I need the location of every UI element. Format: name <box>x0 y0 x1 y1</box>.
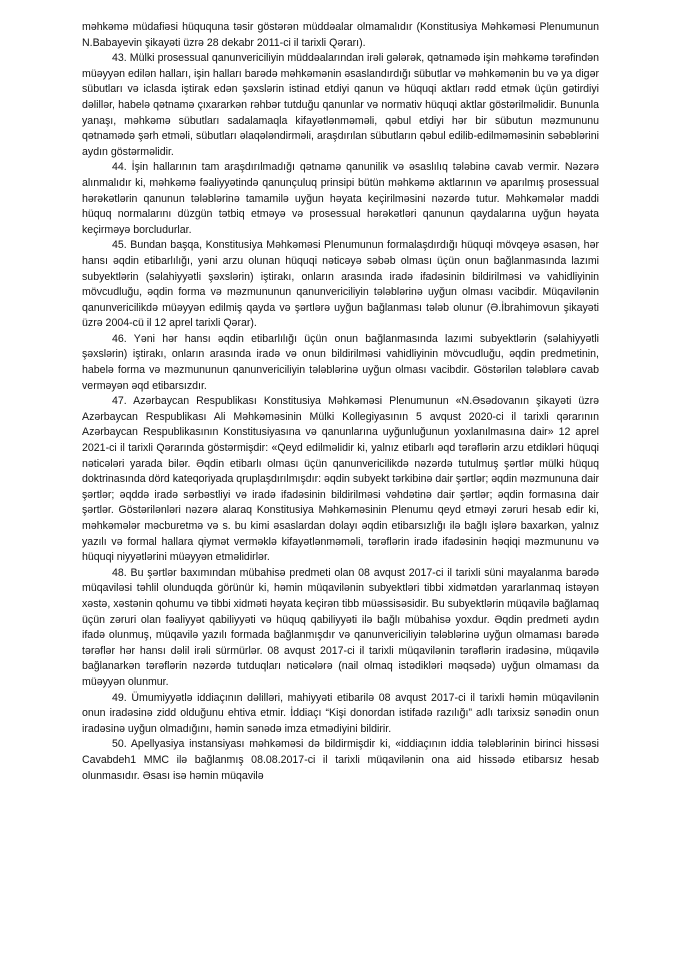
paragraph-49: 49. Ümumiyyətlə iddiaçının dəlilləri, mahiyyəti etibarilə 08 avqust 2017-ci il tarixli həmin müqavilənin onun iradəsinə zidd olduğunu ehtiva etmir. İddiaçı “Kişi donordan istifadə razılığı” adlı tarixsiz sənədin onun iradəsinə uyğun olmadığını, həmin sənədə imza etmədiyini bildirir. <box>82 691 599 735</box>
document-page <box>82 20 599 784</box>
paragraph-continuation: məhkəmə müdafiəsi hüququna təsir göstərən müddəalar olmamalıdır (Konstitusiya Məhkəməsi Plenumunun N.Babayevin şikayəti üzrə 28 dekabr 2011-ci il tarixli Qərarı). <box>82 21 599 49</box>
paragraph-43: 43. Mülki prosessual qanunvericiliyin müddəalarından irəli gələrək, qətnamədə işin məhkəmə tərəfindən müəyyən edilən halları, işin halları barədə məhkəmənin əsaslandırdığı sübutlar və məhkəmənin bu və ya digər sübutları və iclasda iştirak edən şəxslərin istinad etdiyi qanun və hüquqi aktları rədd etmək üçün gətirdiyi dəlillər, habelə qətnamə çıxararkən rəhbər tutduğu qanunlar və normativ hüquqi aktlar göstərilməlidir. Bununla yanaşı, məhkəmə sübutları sadalamaqla kifayətlənməməli, qəbul etdiyi hər bir sübutun məzmununu qətnamədə şərh etməli, sübutları əlaqələndirməli, araşdırılan sübutların qəbul edilib-edilməməsinin səbəblərini aydın göstərməlidir. <box>82 52 599 158</box>
paragraph-48: 48. Bu şərtlər baxımından mübahisə predmeti olan 08 avqust 2017-ci il tarixli süni mayalanma barədə müqaviləsi təhlil olunduqda görünür ki, həmin müqavilənin subyektləri tibbi xidmətdən yararlanmaq istəyən xəstə, xəstənin qohumu və tibbi xidməti həyata keçirən tibb müəssisəsidir. Bu subyektlərin müqavilə bağlamaq üçün zəruri olan fəaliyyət qabiliyyəti və hüquq qabiliyyəti ilə bağlı mübahisə yoxdur. Əqdin predmeti aydın ifadə olunmuş, müqavilə yazılı formada bağlanmışdır və qanunvericiliyin tələblərinə uyğun olmaması barədə tərəflər hər hansı dəlil irəli sürmürlər. 08 avqust 2017-ci il tarixli müqavilənin tərəflərin iradəsinə, müqavilə bağlanarkən tərəflərin nəzərdə tutduqları nəticələrə (nail olmaq istədikləri məqsədə) uyğun olmaması da müəyyən olunmur. <box>82 566 599 688</box>
paragraph-47: 47. Azərbaycan Respublikası Konstitusiya Məhkəməsi Plenumunun «N.Əsədovanın şikayəti üzrə Azərbaycan Respublikası Ali Məhkəməsinin Mülki Kollegiyasının 5 avqust 2020-ci il tarixli qərarının Azərbaycan Respublikasının Konstitusiyasına və qanunlarına uyğunluğunun yoxlanılmasına dair» 12 aprel 2021-ci il tarixli Qərarında göstərmişdir: «Qeyd edilməlidir ki, yalnız etibarlı əqd tərəflərin arzu etdikləri hüquqi nəticələri yarada bilər. Əqdin etibarlı olması üçün qanunvericilikdə nəzərdə tutulmuş şərtlər mülki hüquq doktrinasında dörd kateqoriyada qruplaşdırılmışdır: əqdin subyekt tərkibinə dair şərtlər; əqdin məzmununa dair şərtlər; əqddə iradə sərbəstliyi və iradə ifadəsinin bildirilməsi vəhdətinə dair şərtlər; əqdin formasına dair şərtlər. Göstərilənləri nəzərə alaraq Konstitusiya Məhkəməsinin Plenumu qeyd etməyi zəruri hesab edir ki, məhkəmələr məcburetmə və s. bu kimi əsaslardan dolayı əqdin etibarsızlığı ilə bağlı işlərə baxarkən, yalnız yazılı və formal hallara qiymət verməklə kifayətlənməməli, tərəflərin iradə ifadəsinin həqiqi məzmununu və hüquqi niyyətlərini müəyyən etməlidirlər. <box>82 395 600 564</box>
paragraph-46: 46. Yəni hər hansı əqdin etibarlılığı üçün onun bağlanmasında lazımi subyektlərin (səlahiyyətli şəxslərin) iştirakı, onların arasında iradə və onun bildirilməsi vahidliyinin mövcudluğu, əqdin predmetinin, habelə forma və məzmununun qanunvericiliyin tələblərinə uyğun olması vacibdir. Göstərilən tələblərə cavab verməyən əqd etibarsızdır. <box>82 332 599 392</box>
paragraph-45: 45. Bundan başqa, Konstitusiya Məhkəməsi Plenumunun formalaşdırdığı hüquqi mövqeyə əsasən, hər hansı əqdin etibarlılığı, yəni arzu olunan hüquqi nəticəyə səbəb olması üçün onun bağlanmasında lazımi subyektlərin (səlahiyyətli şəxslərin) iştirakı, onların arasında iradə ifadəsinin bildirilməsi və vahidliyinin mövcudluğu, əqdin forma və məzmununun qanunvericiliyin tələblərinə uyğun olması vacibdir. Müqavilənin qanunvericilikdə müəyyən edilmiş qayda və şərtlərə uyğun bağlanması tələb olunur (Ə.İbrahimovun şikayəti üzrə 2004-cü il 12 aprel tarixli Qərar). <box>82 239 599 330</box>
paragraph-50: 50. Apellyasiya instansiyası məhkəməsi də bildirmişdir ki, «iddiaçının iddia tələblərinin birinci hissəsi Cavabdeh1 MMC ilə bağlanmış 08.08.2017-ci il tarixli müqavilənin ona aid hissədə etibarsız hesab olunmasıdır. Əsası isə həmin müqavilə <box>82 738 599 782</box>
paragraph-44: 44. İşin hallarının tam araşdırılmadığı qətnamə qanunilik və əsaslılıq tələbinə cavab vermir. Nəzərə alınmalıdır ki, məhkəmə fəaliyyətində qanunçuluq prinsipi bütün məhkəmə aktlarının və aparılmış prosessual hərəkətlərin qanunun tələblərinə tamamilə uyğun həyata keçirilməsini nəzərdə tutur. Məhkəmələr maddi hüquq normalarını düzgün tətbiq etməyə və prosessual hərəkətləri qanunun qaydalarına uyğun həyata keçirməyə borcludurlar. <box>82 161 599 236</box>
